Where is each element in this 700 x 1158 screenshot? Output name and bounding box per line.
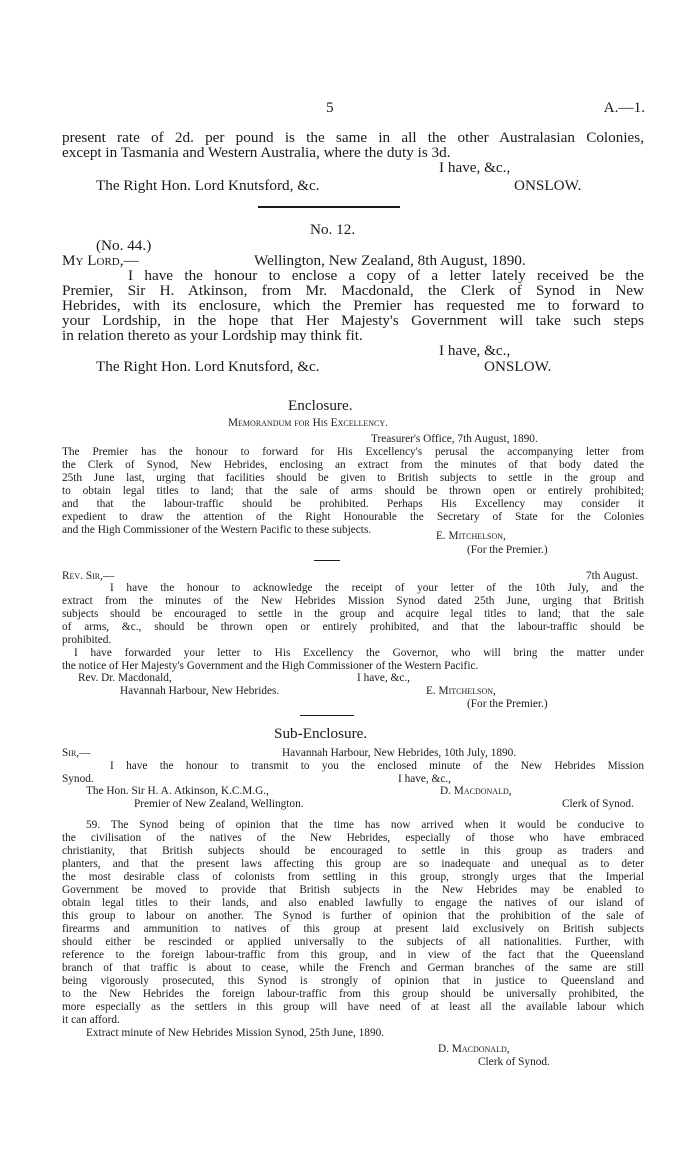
body-line: Hebrides, with its enclosure, which the Premier has requested me to forward to (62, 297, 644, 314)
section-heading: Enclosure. (288, 397, 353, 414)
body-line: I have forwarded your letter to His Excellency the Governor, who will bring the matter under (74, 647, 644, 659)
section-heading: Sub-Enclosure. (274, 725, 368, 742)
body-line: planters, and that the present laws affecting this group are so inadequate and unequal as to deter (62, 858, 644, 870)
memorandum-heading: Memorandum for His Excellency. (228, 417, 388, 429)
body-line: I have the honour to acknowledge the receipt of your letter of the 10th July, and the (110, 582, 644, 594)
body-line: and that the labour-traffic should be prohibited. Perhaps His Excellency may consider it (62, 498, 644, 510)
body-line: Premier, Sir H. Atkinson, from Mr. Macdonald, the Clerk of Synod in New (62, 282, 644, 299)
body-line: the notice of Her Majesty's Government and the High Commissioner of the Western Pacific. (62, 660, 479, 672)
addressee: The Right Hon. Lord Knutsford, &c. (96, 177, 320, 194)
section-divider (300, 715, 354, 716)
body-line: the Clerk of Synod, New Hebrides, enclosing an extract from the minutes of that body dated the (62, 459, 644, 471)
addressee: The Hon. Sir H. A. Atkinson, K.C.M.G., (86, 785, 269, 797)
letter-date: 7th August. (586, 570, 639, 582)
place-date: Havannah Harbour, New Hebrides, 10th July, 1890. (282, 747, 517, 759)
body-line: the most desirable class of colonists from settling in this group, strongly urges that the Imperial (62, 871, 644, 883)
closing: I have, &c., (439, 159, 511, 176)
body-line: Government be moved to provide that British subjects in the New Hebrides may be enabled to (62, 884, 644, 896)
salutation: My Lord,— (62, 252, 139, 269)
body-line: obtain legal titles to their lands, and also enabled lawfully to engage the natives of our island of (62, 897, 644, 909)
signature: D. Macdonald, (438, 1043, 510, 1055)
section-divider (258, 206, 400, 208)
body-line: more especially as the settlers in this group will have need of at least all the available labour which (62, 1001, 644, 1013)
body-line: and the High Commissioner of the Western Pacific to these subjects. (62, 524, 372, 536)
body-line: branch of that traffic is about to cease, while the French and German branches of the same are still (62, 962, 644, 974)
body-line: 59. The Synod being of opinion that the time has now arrived when it would be conducive to (86, 819, 644, 831)
letter-title: No. 12. (310, 221, 356, 238)
addressee: Havannah Harbour, New Hebrides. (120, 685, 280, 697)
body-line: extract from the minutes of the New Hebrides Mission Synod dated 25th June, urging that British (62, 595, 644, 607)
closing: I have, &c., (357, 672, 411, 684)
place-date: Wellington, New Zealand, 8th August, 1890. (254, 252, 526, 269)
body-line: prohibited. (62, 634, 112, 646)
body-line: it can afford. (62, 1014, 120, 1026)
signature: E. Mitchelson, (426, 685, 496, 697)
addressee: The Right Hon. Lord Knutsford, &c. (96, 358, 320, 375)
addressee: Rev. Dr. Macdonald, (78, 672, 172, 684)
body-line: I have the honour to enclose a copy of a letter lately received be the (128, 267, 644, 284)
signature-title: Clerk of Synod. (478, 1056, 550, 1068)
body-line: to obtain legal titles to land; that the sale of arms should be thrown open or entirely prohibited; (62, 485, 644, 497)
body-line: present rate of 2d. per pound is the same in all the other Australasian Colonies, (62, 129, 644, 146)
signature: E. Mitchelson, (436, 530, 506, 542)
body-line: firearms and ammunition to natives of this group at present laid exclusively on British subjects (62, 923, 644, 935)
signature-note: (For the Premier.) (467, 544, 548, 556)
signature: ONSLOW. (484, 358, 552, 375)
body-line: christianity, that British subjects should be encouraged to settle in this group as traders and (62, 845, 644, 857)
body-line: of arms, &c., should be thrown open or entirely prohibited, and that the labour-traffic should be (62, 621, 644, 633)
signature-title: Clerk of Synod. (562, 798, 634, 810)
body-line: to the New Hebrides the foreign labour-traffic from this group should be universally prohibited, the (62, 988, 644, 1000)
signature-note: (For the Premier.) (467, 698, 548, 710)
paper-reference: A.—1. (603, 99, 645, 116)
closing: I have, &c., (398, 773, 452, 785)
letter-reference: (No. 44.) (96, 237, 152, 254)
salutation: Sir,— (62, 747, 91, 759)
extract-note: Extract minute of New Hebrides Mission Synod, 25th June, 1890. (86, 1027, 385, 1039)
place-date: Treasurer's Office, 7th August, 1890. (371, 433, 538, 445)
body-line: this group to labour on another. The Synod is further of opinion that the prohibition of the sale of (62, 910, 644, 922)
body-line: I have the honour to transmit to you the enclosed minute of the New Hebrides Mission (110, 760, 644, 772)
salutation: Rev. Sir,— (62, 570, 115, 582)
page-number: 5 (326, 99, 334, 116)
body-line: being vigorously prosecuted, this Synod is strongly of opinion that in justice to Queensland and (62, 975, 644, 987)
section-divider (314, 560, 340, 561)
body-line: except in Tasmania and Western Australia, where the duty is 3d. (62, 144, 451, 161)
body-line: subjects should be encouraged to settle in the group and acquire legal titles to land; that the sale (62, 608, 644, 620)
body-line: the civilisation of the natives of the New Hebrides, especially of those who have embraced (62, 832, 644, 844)
signature: ONSLOW. (514, 177, 582, 194)
body-line: 25th June last, urging that facilities should be given to British subjects to settle in the group and (62, 472, 644, 484)
body-line: Synod. (62, 773, 94, 785)
closing: I have, &c., (439, 342, 511, 359)
body-line: reference to the foreign labour-traffic from this group, and in view of the fact that the Queensland (62, 949, 644, 961)
body-line: The Premier has the honour to forward for His Excellency's perusal the accompanying letter from (62, 446, 644, 458)
body-line: expedient to draw the attention of the Right Honourable the Secretary of State for the Colonies (62, 511, 644, 523)
signature: D. Macdonald, (440, 785, 512, 797)
body-line: should either be rescinded or applied universally to the subjects of all nationalities. Further, with (62, 936, 644, 948)
addressee: Premier of New Zealand, Wellington. (134, 798, 304, 810)
body-line: your Lordship, in the hope that Her Majesty's Government will take such steps (62, 312, 644, 329)
body-line: in relation thereto as your Lordship may think fit. (62, 327, 363, 344)
